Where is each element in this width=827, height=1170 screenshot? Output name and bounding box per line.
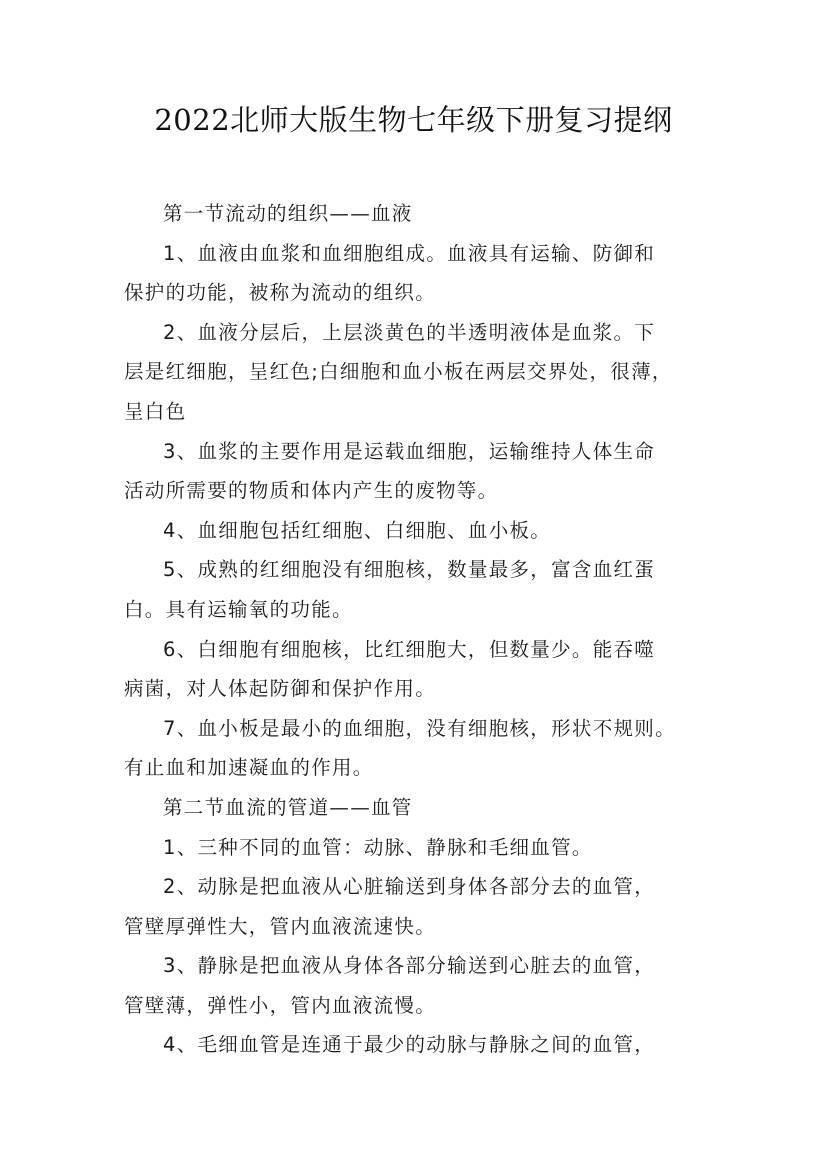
list-item-line: 6、白细胞有细胞核，比红细胞大，但数量少。能吞噬: [163, 637, 656, 661]
list-item-line: 1、三种不同的血管：动脉、静脉和毛细血管。: [163, 835, 593, 859]
list-item: [124, 511, 709, 551]
list-item-line: 白。具有运输氧的功能。: [124, 597, 353, 621]
list-item: [124, 867, 709, 946]
list-item-line: 呈白色: [124, 399, 187, 423]
list-item-line: 有止血和加速凝血的作用。: [124, 756, 374, 780]
list-item-line: 2、血液分层后，上层淡黄色的半透明液体是血浆。下: [163, 320, 656, 344]
list-item-line: 5、成熟的红细胞没有细胞核，数量最多，富含血红蛋: [163, 558, 656, 582]
section-heading-text: 第二节血流的管道——血管: [163, 795, 413, 819]
list-item-line: 1、血液由血浆和血细胞组成。血液具有运输、防御和: [163, 241, 656, 265]
section-heading-text: 第一节流动的组织——血液: [163, 202, 413, 225]
list-item-line: 3、静脉是把血液从身体各部分输送到心脏去的血管，: [163, 954, 656, 978]
list-item: [124, 432, 709, 511]
list-item: [124, 709, 709, 788]
list-item-line: 病菌，对人体起防御和保护作用。: [124, 677, 437, 701]
list-item-line: 活动所需要的物质和体内产生的废物等。: [124, 479, 499, 503]
list-item: [124, 1025, 709, 1065]
section-heading: [124, 194, 709, 234]
list-item-line: 3、血浆的主要作用是运载血细胞，运输维持人体生命: [163, 439, 656, 463]
list-item-line: 层是红细胞，呈红色;白细胞和血小板在两层交界处，很薄，: [124, 360, 673, 384]
list-item-line: 管壁薄，弹性小，管内血液流慢。: [124, 993, 437, 1017]
list-item: [124, 550, 709, 629]
list-item-line: 管壁厚弹性大，管内血液流速快。: [124, 914, 437, 938]
list-item-line: 7、血小板是最小的血细胞，没有细胞核，形状不规则。: [163, 716, 676, 740]
list-item: [124, 313, 709, 432]
document-body: [124, 194, 709, 1065]
list-item-line: 4、毛细血管是连通于最少的动脉与静脉之间的血管，: [163, 1033, 656, 1057]
list-item: [124, 630, 709, 709]
list-item: [124, 828, 709, 868]
section-heading: [124, 788, 709, 828]
list-item-line: 2、动脉是把血液从心脏输送到身体各部分去的血管，: [163, 875, 656, 899]
list-item: [124, 946, 709, 1025]
list-item-line: 4、血细胞包括红细胞、白细胞、血小板。: [163, 518, 552, 542]
document-title: 2022北师大版生物七年级下册复习提纲: [154, 103, 673, 137]
list-item: [124, 234, 709, 313]
list-item-line: 保护的功能，被称为流动的组织。: [124, 281, 437, 305]
